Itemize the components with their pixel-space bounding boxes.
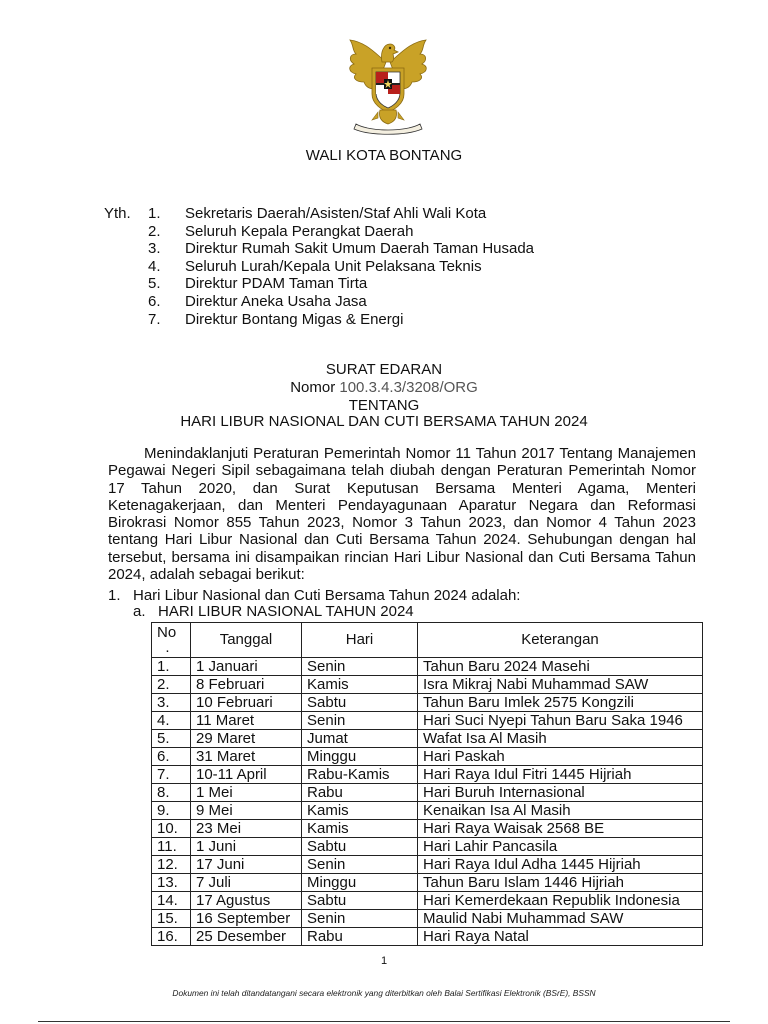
recipient-number: 6. xyxy=(148,292,161,310)
cell-hari: Senin xyxy=(302,712,418,730)
cell-no: 13. xyxy=(152,874,191,892)
recipient-item xyxy=(148,240,534,258)
recipients-label: Yth. xyxy=(104,205,131,222)
cell-tanggal: 7 Juli xyxy=(191,874,302,892)
recipient-text: Direktur Aneka Usaha Jasa xyxy=(185,292,367,310)
header-no-dot: . xyxy=(165,639,170,656)
sub-point-a-text: HARI LIBUR NASIONAL TAHUN 2024 xyxy=(158,603,414,620)
garuda-pancasila-emblem-icon xyxy=(336,32,440,136)
recipient-text: Direktur Bontang Migas & Energi xyxy=(185,310,404,328)
table-row xyxy=(152,784,703,802)
cell-keterangan: Hari Raya Natal xyxy=(418,928,703,946)
cell-hari: Sabtu xyxy=(302,838,418,856)
recipient-item xyxy=(148,258,534,276)
cell-no: 16. xyxy=(152,928,191,946)
body-paragraph: Menindaklanjuti Peraturan Pemerintah Nomor 11 Tahun 2017 Tentang Manajemen Pegawai Negeri Sipil sebagaimana telah diubah dengan Peraturan Pemerintah Nomor 17 Tahun 2020, dan Surat Keputusan Bersama Menteri Agama, Menteri Ketenagakerjaan, dan Menteri Pendayagunaan Aparatur Negara dan Reformasi Birokrasi Nomor 855 Tahun 2023, Nomor 3 Tahun 2023, dan Nomor 4 Tahun 2023 tentang Hari Libur Nasional dan Cuti Bersama Tahun 2024. Sehubungan dengan hal tersebut, bersama ini disampaikan rincian Hari Libur Nasional dan Cuti Bersama Tahun 2024, adalah sebagai berikut: xyxy=(108,445,696,584)
header-no xyxy=(152,623,191,658)
cell-no: 14. xyxy=(152,892,191,910)
point-1 xyxy=(108,587,520,604)
cell-keterangan: Hari Buruh Internasional xyxy=(418,784,703,802)
cell-hari: Senin xyxy=(302,658,418,676)
table-row xyxy=(152,856,703,874)
recipient-text: Sekretaris Daerah/Asisten/Staf Ahli Wali Kota xyxy=(185,205,487,222)
cell-keterangan: Hari Raya Idul Fitri 1445 Hijriah xyxy=(418,766,703,784)
recipient-item xyxy=(148,223,534,241)
table-row xyxy=(152,910,703,928)
sub-point-a-letter: a. xyxy=(133,603,146,620)
cell-keterangan: Hari Raya Idul Adha 1445 Hijriah xyxy=(418,856,703,874)
cell-tanggal: 17 Juni xyxy=(191,856,302,874)
cell-hari: Senin xyxy=(302,856,418,874)
recipient-item xyxy=(148,205,534,223)
cell-no: 4. xyxy=(152,712,191,730)
letter-number-value: 100.3.4.3/3208/ORG xyxy=(339,379,478,396)
cell-keterangan: Kenaikan Isa Al Masih xyxy=(418,802,703,820)
cell-hari: Jumat xyxy=(302,730,418,748)
cell-hari: Sabtu xyxy=(302,892,418,910)
cell-tanggal: 11 Maret xyxy=(191,712,302,730)
header-hari: Hari xyxy=(302,623,418,658)
table-row xyxy=(152,802,703,820)
footer-divider xyxy=(38,1021,730,1022)
header-tanggal: Tanggal xyxy=(191,623,302,658)
cell-keterangan: Hari Paskah xyxy=(418,748,703,766)
cell-keterangan: Hari Raya Waisak 2568 BE xyxy=(418,820,703,838)
cell-tanggal: 1 Mei xyxy=(191,784,302,802)
cell-tanggal: 25 Desember xyxy=(191,928,302,946)
cell-no: 9. xyxy=(152,802,191,820)
table-row xyxy=(152,676,703,694)
point-1-number: 1. xyxy=(108,587,121,604)
letter-number xyxy=(0,379,768,396)
recipient-item xyxy=(148,311,534,329)
table-row xyxy=(152,712,703,730)
cell-hari: Senin xyxy=(302,910,418,928)
cell-hari: Minggu xyxy=(302,748,418,766)
cell-keterangan: Maulid Nabi Muhammad SAW xyxy=(418,910,703,928)
cell-tanggal: 10 Februari xyxy=(191,694,302,712)
cell-hari: Rabu xyxy=(302,928,418,946)
cell-keterangan: Isra Mikraj Nabi Muhammad SAW xyxy=(418,676,703,694)
cell-hari: Minggu xyxy=(302,874,418,892)
cell-tanggal: 29 Maret xyxy=(191,730,302,748)
cell-hari: Kamis xyxy=(302,820,418,838)
cell-no: 11. xyxy=(152,838,191,856)
header-no-text: No xyxy=(157,624,177,641)
cell-hari: Rabu xyxy=(302,784,418,802)
recipient-text: Seluruh Kepala Perangkat Daerah xyxy=(185,222,414,240)
sub-point-a xyxy=(133,603,414,620)
recipient-text: Seluruh Lurah/Kepala Unit Pelaksana Teknis xyxy=(185,257,482,275)
cell-no: 1. xyxy=(152,658,191,676)
cell-keterangan: Wafat Isa Al Masih xyxy=(418,730,703,748)
cell-no: 10. xyxy=(152,820,191,838)
cell-no: 8. xyxy=(152,784,191,802)
office-title: WALI KOTA BONTANG xyxy=(305,147,463,164)
cell-tanggal: 8 Februari xyxy=(191,676,302,694)
cell-keterangan: Hari Suci Nyepi Tahun Baru Saka 1946 xyxy=(418,712,703,730)
letter-subject: HARI LIBUR NASIONAL DAN CUTI BERSAMA TAHUN 2024 xyxy=(180,413,588,430)
cell-no: 12. xyxy=(152,856,191,874)
table-row xyxy=(152,838,703,856)
cell-keterangan: Hari Lahir Pancasila xyxy=(418,838,703,856)
header-keterangan: Keterangan xyxy=(418,623,703,658)
cell-no: 3. xyxy=(152,694,191,712)
cell-no: 5. xyxy=(152,730,191,748)
cell-hari: Sabtu xyxy=(302,694,418,712)
e-signature-footer: Dokumen ini telah ditandatangani secara elektronik yang diterbitkan oleh Balai Sertifikasi Elektronik (BSrE), BSSN xyxy=(172,988,596,998)
cell-hari: Rabu-Kamis xyxy=(302,766,418,784)
table-row xyxy=(152,658,703,676)
cell-keterangan: Hari Kemerdekaan Republik Indonesia xyxy=(418,892,703,910)
cell-no: 2. xyxy=(152,676,191,694)
page-number: 1 xyxy=(380,955,388,967)
recipient-number: 7. xyxy=(148,310,161,328)
recipient-item xyxy=(148,293,534,311)
cell-no: 6. xyxy=(152,748,191,766)
cell-keterangan: Tahun Baru Islam 1446 Hijriah xyxy=(418,874,703,892)
cell-no: 15. xyxy=(152,910,191,928)
cell-hari: Kamis xyxy=(302,802,418,820)
letter-tentang: TENTANG xyxy=(348,397,420,414)
recipient-number: 2. xyxy=(148,222,161,240)
letter-number-label: Nomor xyxy=(290,379,336,396)
recipient-number: 5. xyxy=(148,275,161,293)
cell-tanggal: 31 Maret xyxy=(191,748,302,766)
cell-tanggal: 9 Mei xyxy=(191,802,302,820)
table-row xyxy=(152,820,703,838)
recipient-number: 4. xyxy=(148,257,161,275)
recipient-item xyxy=(148,275,534,293)
table-header-row xyxy=(152,623,703,658)
cell-tanggal: 17 Agustus xyxy=(191,892,302,910)
table-row xyxy=(152,694,703,712)
cell-no: 7. xyxy=(152,766,191,784)
table-row xyxy=(152,730,703,748)
holiday-table xyxy=(151,622,703,946)
cell-tanggal: 16 September xyxy=(191,910,302,928)
table-row xyxy=(152,766,703,784)
recipient-number: 1. xyxy=(148,205,161,222)
table-row xyxy=(152,874,703,892)
letter-type: SURAT EDARAN xyxy=(325,361,443,378)
cell-tanggal: 23 Mei xyxy=(191,820,302,838)
cell-keterangan: Tahun Baru 2024 Masehi xyxy=(418,658,703,676)
point-1-text: Hari Libur Nasional dan Cuti Bersama Tahun 2024 adalah: xyxy=(133,587,521,604)
cell-tanggal: 1 Januari xyxy=(191,658,302,676)
cell-tanggal: 1 Juni xyxy=(191,838,302,856)
cell-tanggal: 10-11 April xyxy=(191,766,302,784)
recipient-text: Direktur Rumah Sakit Umum Daerah Taman Husada xyxy=(185,240,535,258)
table-row xyxy=(152,748,703,766)
cell-hari: Kamis xyxy=(302,676,418,694)
recipient-text: Direktur PDAM Taman Tirta xyxy=(185,275,368,293)
recipient-number: 3. xyxy=(148,240,161,258)
recipients-list xyxy=(148,205,534,328)
table-row xyxy=(152,892,703,910)
table-row xyxy=(152,928,703,946)
cell-keterangan: Tahun Baru Imlek 2575 Kongzili xyxy=(418,694,703,712)
